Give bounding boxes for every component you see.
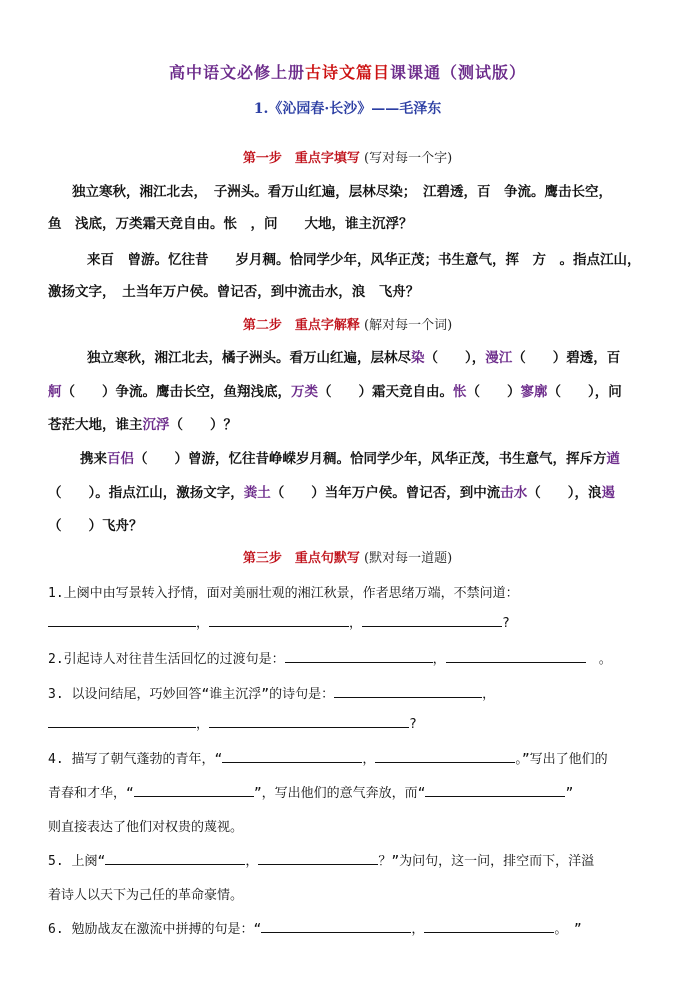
answer-blank[interactable]	[258, 850, 378, 865]
step2-name: 第二步 重点字解释	[242, 318, 360, 333]
question-1: 1.上阕中由写景转入抒情，面对美丽壮观的湘江秋景，作者思绪万端，不禁问道：	[48, 586, 519, 601]
term-bailv: 百侣	[107, 451, 134, 467]
step1-line-1: 独立寒秋，湘江北去， 子洲头。看万山红遍，层林尽染； 江碧透，百 争流。鹰击长空，	[72, 184, 612, 200]
question-4-text: 青春和才华，“	[48, 786, 134, 801]
step1-heading	[0, 147, 695, 166]
question-3-text: 3. 以设问结尾，巧妙回答“谁主沉浮”的诗句是：	[48, 687, 335, 702]
page-title	[0, 60, 695, 83]
question-2-text: 2.引起诗人对往昔生活回忆的过渡句是：	[48, 652, 285, 667]
text-segment: （ ），浪	[527, 485, 602, 501]
separator: ，	[349, 616, 363, 631]
question-5-text: ？”为问句，这一问，排空而下，洋溢	[378, 854, 595, 869]
text-segment: （ ），	[424, 350, 486, 366]
poem-subtitle: 1.《沁园春·长沙》——毛泽东	[253, 101, 442, 117]
separator: ，	[411, 922, 425, 937]
question-4-line-2	[48, 782, 678, 801]
text-segment: （ ）	[466, 384, 521, 400]
step1-line-3: 来百 曾游。忆往昔 岁月稠。恰同学少年，风华正茂；书生意气，挥 方 。指点江山，	[87, 252, 641, 268]
step3-heading	[0, 547, 695, 566]
answer-blank[interactable]	[48, 713, 196, 728]
text-segment: 苍茫大地，谁主	[48, 417, 143, 433]
answer-blank[interactable]	[375, 748, 515, 763]
separator: ，	[245, 854, 259, 869]
step1-name: 第一步 重点字填写	[242, 151, 360, 166]
text-segment: （ ）碧透，百	[512, 350, 621, 366]
term-wanlei: 万类	[291, 384, 318, 400]
separator: ，	[196, 717, 210, 732]
question-6-text: 。 ”	[554, 922, 582, 937]
answer-blank[interactable]	[209, 713, 409, 728]
text-segment: 携来	[80, 451, 107, 467]
answer-blank[interactable]	[105, 850, 245, 865]
question-6-text: 6. 勉励战友在激流中拼搏的句是：“	[48, 922, 262, 937]
term-e: 遏	[601, 485, 615, 501]
step1-line-4: 激扬文字， 土当年万户侯。曾记否，到中流击水，浪 飞舟？	[48, 284, 420, 300]
step2-line-6: （ ）飞舟？	[48, 518, 143, 534]
term-chang: 怅	[453, 384, 467, 400]
answer-blank[interactable]	[424, 918, 554, 933]
term-liaokuo: 寥廓	[520, 384, 548, 400]
text-segment: （ ）当年万户侯。曾记否，到中流	[270, 485, 501, 501]
step2-line-1	[87, 346, 677, 366]
answer-blank[interactable]	[222, 748, 362, 763]
step2-line-3	[48, 413, 678, 433]
separator: ，	[196, 616, 210, 631]
step2-heading	[0, 314, 695, 333]
term-chenfu: 沉浮	[142, 417, 170, 433]
step2-line-2	[48, 380, 678, 400]
answer-blank[interactable]	[48, 612, 196, 627]
term-ge: 舸	[48, 384, 62, 400]
question-5-text: 5. 上阕“	[48, 854, 106, 869]
separator: 。	[598, 652, 612, 667]
separator: ，	[362, 752, 376, 767]
answer-blank[interactable]	[134, 782, 254, 797]
separator: ?	[502, 616, 510, 631]
text-segment: （ ）。指点江山，激扬文字，	[48, 485, 244, 501]
text-segment: （ ）曾游，忆往昔峥嵘岁月稠。恰同学少年，风华正茂，书生意气，挥斥方	[134, 451, 607, 467]
term-jishui: 击水	[500, 485, 528, 501]
step1-line-2: 鱼 浅底，万类霜天竞自由。怅 ，问 大地，谁主沉浮？	[48, 216, 413, 232]
question-4-text: 4. 描写了朝气蓬勃的青年，“	[48, 752, 223, 767]
question-3	[48, 683, 668, 702]
step2-line-5	[48, 481, 678, 501]
text-segment: （ ）霜天竞自由。	[318, 384, 453, 400]
separator: ?	[409, 717, 417, 732]
question-4-line-3: 则直接表达了他们对权贵的蔑视。	[48, 820, 244, 835]
term-fentu: 粪土	[243, 485, 271, 501]
answer-blank[interactable]	[334, 683, 482, 698]
text-segment: 独立寒秋，湘江北去，橘子洲头。看万山红遍，层林尽	[87, 350, 411, 366]
step3-note: (默对每一道题)	[364, 551, 453, 566]
separator: ，	[482, 687, 496, 702]
question-4-text: ”，写出他们的意气奔放，而“	[253, 786, 426, 801]
text-segment: （ ）争流。鹰击长空，鱼翔浅底，	[61, 384, 291, 400]
term-manjiang: 漫江	[485, 350, 513, 366]
answer-blank[interactable]	[362, 612, 502, 627]
question-6	[48, 918, 678, 937]
term-ran: 染	[411, 350, 425, 366]
title-part-2: 古诗文篇目	[304, 63, 390, 82]
title-part-3: 课课通（测试版）	[390, 63, 527, 82]
question-1-answer-line	[48, 612, 668, 631]
step3-name: 第三步 重点句默写	[242, 551, 360, 566]
step2-line-4	[80, 447, 680, 467]
question-5-line-2: 着诗人以天下为己任的革命豪情。	[48, 888, 244, 903]
text-segment: （ ），问	[547, 384, 622, 400]
separator: ，	[432, 652, 446, 667]
title-part-1: 高中语文必修上册	[168, 63, 305, 82]
question-4-text: ”	[565, 786, 574, 801]
step1-note: (写对每一个字)	[364, 151, 453, 166]
question-5	[48, 850, 678, 869]
answer-blank[interactable]	[261, 918, 411, 933]
answer-blank[interactable]	[209, 612, 349, 627]
question-3-answer-line	[48, 713, 668, 732]
question-2	[48, 648, 668, 667]
question-4-text: 。”写出了他们的	[515, 752, 608, 767]
text-segment: （ ）？	[169, 417, 237, 433]
term-qiu: 遒	[606, 451, 620, 467]
answer-blank[interactable]	[425, 782, 565, 797]
step2-note: (解对每一个词)	[364, 318, 453, 333]
answer-blank[interactable]	[446, 648, 586, 663]
answer-blank[interactable]	[285, 648, 433, 663]
question-4	[48, 748, 678, 767]
